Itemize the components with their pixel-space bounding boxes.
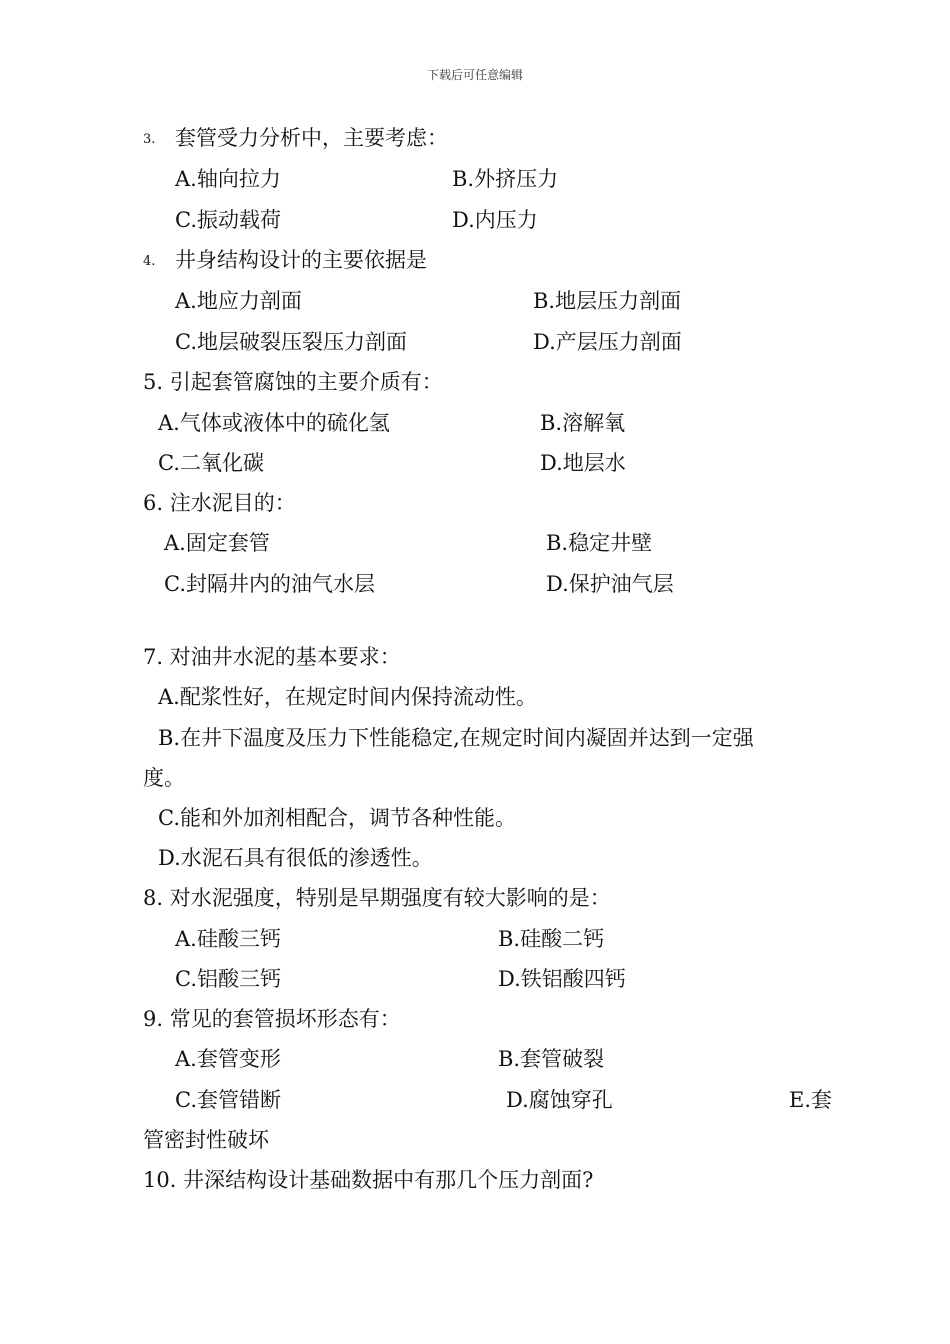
question-5: 5. 引起套管腐蚀的主要介质有： bbox=[143, 370, 443, 394]
question-4-option-b: B.地层压力剖面 bbox=[533, 289, 682, 313]
question-5-option-c: C.二氧化碳 bbox=[158, 451, 264, 475]
question-8-option-b: B.硅酸二钙 bbox=[498, 927, 605, 951]
question-6-option-d: D.保护油气层 bbox=[546, 572, 674, 596]
question-9: 9. 常见的套管损坏形态有： bbox=[143, 1007, 401, 1031]
question-7-option-d: D.水泥石具有很低的渗透性。 bbox=[158, 846, 433, 870]
question-3 bbox=[143, 124, 448, 154]
question-3-text: 套管受力分析中，主要考虑： bbox=[175, 126, 448, 150]
question-7-option-a: A.配浆性好，在规定时间内保持流动性。 bbox=[158, 685, 537, 709]
question-10: 10. 井深结构设计基础数据中有那几个压力剖面? bbox=[143, 1168, 594, 1192]
question-7-option-b-continued: 度。 bbox=[143, 766, 185, 790]
question-6-option-b: B.稳定井壁 bbox=[546, 531, 653, 555]
question-3-option-d: D.内压力 bbox=[452, 208, 538, 232]
question-8-option-c: C.铝酸三钙 bbox=[175, 967, 281, 991]
question-8-option-d: D.铁铝酸四钙 bbox=[498, 967, 626, 991]
question-3-option-c: C.振动载荷 bbox=[175, 208, 281, 232]
page-header: 下载后可任意编辑 bbox=[426, 68, 523, 82]
question-4-option-a: A.地应力剖面 bbox=[175, 289, 302, 313]
question-6-option-c: C.封隔井内的油气水层 bbox=[164, 572, 375, 596]
question-9-option-d: D.腐蚀穿孔 bbox=[506, 1088, 613, 1112]
question-9-option-b: B.套管破裂 bbox=[498, 1047, 605, 1071]
question-8-option-a: A.硅酸三钙 bbox=[175, 927, 281, 951]
question-4-option-c: C.地层破裂压裂压力剖面 bbox=[175, 330, 407, 354]
question-6-option-a: A.固定套管 bbox=[164, 531, 270, 555]
question-7-option-b: B.在井下温度及压力下性能稳定,在规定时间内凝固并达到一定强 bbox=[158, 726, 754, 750]
question-3-option-b: B.外挤压力 bbox=[452, 167, 559, 191]
question-9-option-e: E.套 bbox=[789, 1088, 833, 1112]
question-3-number: 3. bbox=[143, 132, 156, 147]
question-7: 7. 对油井水泥的基本要求： bbox=[143, 645, 401, 669]
question-4-number: 4. bbox=[143, 254, 156, 269]
question-5-option-d: D.地层水 bbox=[540, 451, 626, 475]
question-8: 8. 对水泥强度，特别是早期强度有较大影响的是： bbox=[143, 886, 611, 910]
question-9-option-e-continued: 管密封性破坏 bbox=[143, 1128, 269, 1152]
question-4-option-d: D.产层压力剖面 bbox=[533, 330, 682, 354]
question-4-text: 井身结构设计的主要依据是 bbox=[175, 248, 427, 272]
question-9-option-a: A.套管变形 bbox=[175, 1047, 281, 1071]
question-6: 6. 注水泥目的： bbox=[143, 491, 296, 515]
question-5-option-a: A.气体或液体中的硫化氢 bbox=[158, 411, 390, 435]
question-7-option-c: C.能和外加剂相配合，调节各种性能。 bbox=[158, 806, 516, 830]
question-3-option-a: A.轴向拉力 bbox=[175, 167, 281, 191]
question-9-option-c: C.套管错断 bbox=[175, 1088, 281, 1112]
question-5-option-b: B.溶解氧 bbox=[540, 411, 626, 435]
question-4 bbox=[143, 246, 427, 276]
